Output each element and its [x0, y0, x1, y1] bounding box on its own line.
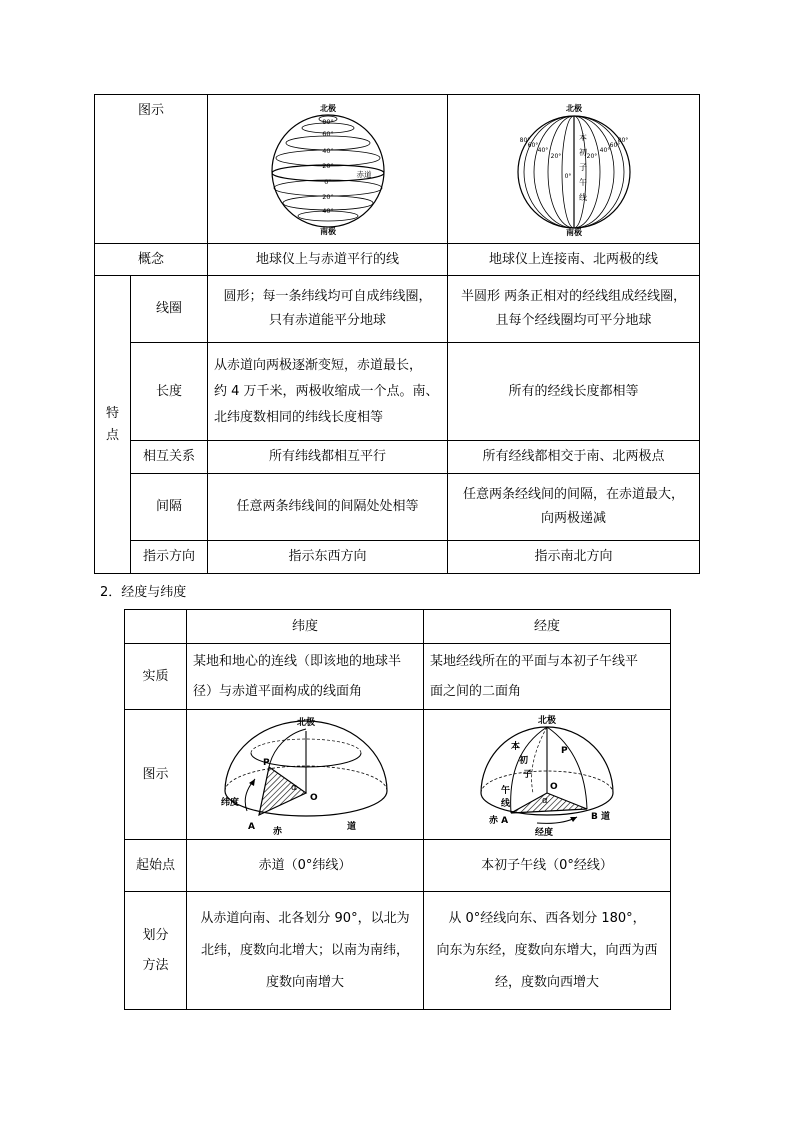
latitude-hemisphere-cell — [187, 710, 424, 840]
svg-text:初: 初 — [519, 755, 529, 766]
svg-text:B: B — [591, 811, 598, 822]
svg-text:α: α — [290, 782, 297, 793]
header-longitude: 经度 — [424, 610, 671, 644]
latitude-angle-wedge — [259, 767, 306, 815]
essence-label: 实质 — [125, 644, 187, 710]
lon-globe-south-label: 南极 — [565, 227, 582, 237]
svg-text:P: P — [561, 745, 568, 756]
svg-text:本: 本 — [578, 132, 587, 142]
section-heading-longitude-latitude: 2．经度与纬度 — [100, 585, 187, 600]
svg-text:80°: 80° — [321, 117, 334, 126]
latitude-longitude-table — [124, 609, 671, 1010]
longitude-globe-cell — [448, 95, 700, 244]
lat-globe-south-label: 南极 — [319, 226, 336, 236]
latitude-globe-figure — [268, 102, 388, 237]
concept-label: 概念 — [95, 244, 208, 276]
svg-text:子: 子 — [578, 162, 587, 172]
svg-text:40°: 40° — [599, 146, 610, 154]
lat-globe-equator-label: 赤道 — [356, 169, 372, 179]
relation-label: 相互关系 — [131, 441, 208, 474]
interval-latitude: 任意两条纬线间的间隔处处相等 — [208, 474, 448, 541]
latitude-hemisphere-figure — [213, 713, 398, 837]
lat-globe-north-label: 北极 — [319, 103, 336, 113]
divide-longitude: 从 0°经线向东、西各划分 180°， 向东为东经，度数向东增大，向西为西 经，度数向西增大 — [424, 892, 671, 1010]
length-latitude: 从赤道向两极逐渐变短，赤道最长， 约 4 万千米，两极收缩成一个点。南、 北纬度数相同的纬线长度相等 — [208, 343, 448, 441]
longitude-hemisphere-cell — [424, 710, 671, 840]
svg-text:道: 道 — [346, 821, 356, 832]
essence-latitude: 某地和地心的连线（即该地的地球半 径）与赤道平面构成的线面角 — [187, 644, 424, 710]
latitude-globe-cell — [208, 95, 448, 244]
svg-text:北极: 北极 — [537, 715, 557, 726]
svg-text:0°: 0° — [323, 177, 332, 186]
svg-text:北极: 北极 — [296, 717, 315, 728]
svg-text:80°: 80° — [519, 136, 530, 144]
start-label: 起始点 — [125, 840, 187, 892]
direction-label: 指示方向 — [131, 541, 208, 574]
svg-text:O: O — [550, 781, 558, 792]
divide-latitude: 从赤道向南、北各划分 90°，以北为 北纬，度数向北增大；以南为南纬， 度数向南增大 — [187, 892, 424, 1010]
longitude-angle-wedge — [511, 793, 587, 813]
svg-text:午: 午 — [578, 177, 587, 187]
direction-latitude: 指示东西方向 — [208, 541, 448, 574]
svg-text:P: P — [262, 757, 270, 768]
svg-text:α: α — [542, 795, 548, 806]
relation-latitude: 所有纬线都相互平行 — [208, 441, 448, 474]
svg-text:线: 线 — [578, 192, 587, 202]
start-longitude: 本初子午线（0°经线） — [424, 840, 671, 892]
concept-longitude: 地球仪上连接南、北两极的线 — [448, 244, 700, 276]
svg-text:子: 子 — [523, 769, 533, 780]
svg-text:O: O — [309, 792, 318, 803]
svg-text:40°: 40° — [321, 146, 334, 155]
svg-text:20°: 20° — [321, 192, 334, 201]
svg-text:午: 午 — [501, 785, 511, 796]
concept-latitude: 地球仪上与赤道平行的线 — [208, 244, 448, 276]
svg-text:20°: 20° — [586, 152, 597, 160]
diagram2-label: 图示 — [125, 710, 187, 840]
relation-longitude: 所有经线都相交于南、北两极点 — [448, 441, 700, 474]
svg-text:80°: 80° — [617, 136, 628, 144]
longitude-hemisphere-figure — [467, 713, 627, 837]
svg-text:线: 线 — [501, 798, 511, 809]
length-label: 长度 — [131, 343, 208, 441]
svg-text:道: 道 — [601, 811, 611, 822]
divide-label: 划分 方法 — [125, 892, 187, 1010]
interval-longitude: 任意两条经线间的间隔，在赤道最大， 向两极递减 — [448, 474, 700, 541]
interval-label: 间隔 — [131, 474, 208, 541]
circle-label: 线圈 — [131, 276, 208, 343]
lon-globe-north-label: 北极 — [565, 103, 582, 113]
circle-longitude: 半圆形 两条正相对的经线组成经线圈， 且每个经线圈均可平分地球 — [448, 276, 700, 343]
essence-longitude: 某地经线所在的平面与本初子午线平 面之间的二面角 — [424, 644, 671, 710]
svg-text:60°: 60° — [321, 129, 334, 138]
svg-text:赤 A: 赤 A — [489, 815, 509, 826]
direction-longitude: 指示南北方向 — [448, 541, 700, 574]
diagram-label-cell — [95, 95, 208, 244]
svg-text:本: 本 — [511, 741, 521, 752]
start-latitude: 赤道（0°纬线） — [187, 840, 424, 892]
longitude-globe-figure — [511, 102, 637, 237]
svg-text:纬度: 纬度 — [220, 797, 239, 808]
svg-text:A: A — [247, 821, 255, 832]
parallels-meridians-table — [94, 94, 700, 574]
svg-text:40°: 40° — [321, 206, 334, 215]
diagram-label: 图示 — [138, 103, 165, 118]
svg-text:0°: 0° — [564, 172, 571, 180]
header-latitude: 纬度 — [187, 610, 424, 644]
svg-text:20°: 20° — [321, 161, 334, 170]
svg-text:初: 初 — [578, 147, 587, 157]
features-group-label: 特 点 — [95, 276, 131, 574]
length-longitude: 所有的经线长度都相等 — [448, 343, 700, 441]
circle-latitude: 圆形；每一条纬线均可自成纬线圈， 只有赤道能平分地球 — [208, 276, 448, 343]
svg-text:经度: 经度 — [535, 827, 554, 837]
svg-text:赤: 赤 — [272, 826, 282, 837]
svg-text:60°: 60° — [609, 141, 620, 149]
header-empty-cell — [125, 610, 187, 644]
svg-text:20°: 20° — [550, 152, 561, 160]
svg-text:60°: 60° — [527, 141, 538, 149]
svg-text:40°: 40° — [537, 146, 548, 154]
